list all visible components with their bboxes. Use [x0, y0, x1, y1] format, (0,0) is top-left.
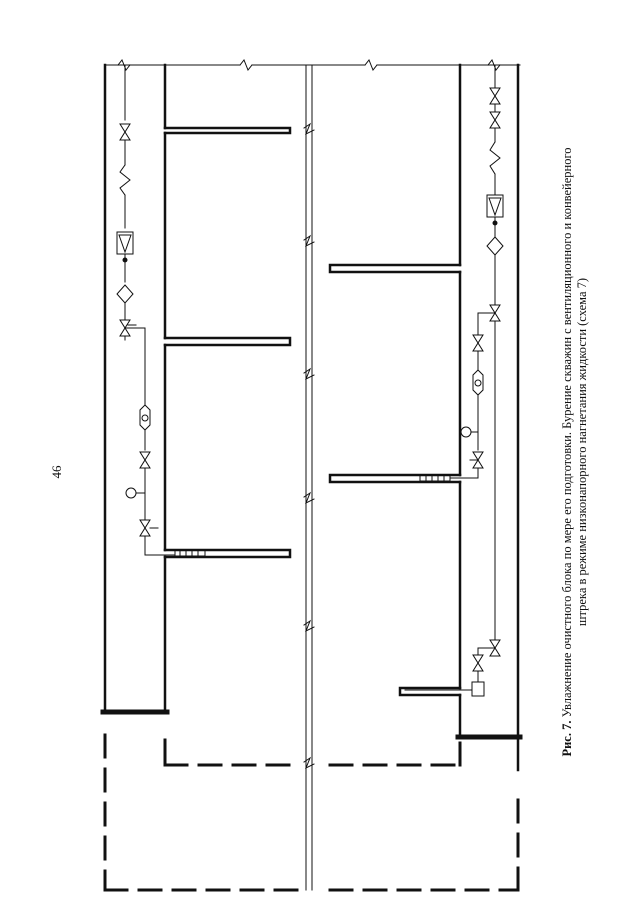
caption-label: Рис. 7. — [560, 720, 574, 757]
left-inner-wall — [165, 65, 290, 710]
caption-line-2: штрека в режиме низконапорного нагнетания жидкости (схема 7) — [575, 277, 589, 627]
caption-line-1 — [560, 72, 575, 832]
page-number: 46 — [49, 465, 64, 479]
figure-caption — [560, 72, 620, 832]
caption-text-1: Увлажнение очистного блока по мере его подготовки. Бурение скважин с вентиляционного и конвейерного — [560, 147, 574, 718]
right-inner-wall — [330, 65, 460, 735]
left-water-pipeline — [117, 65, 205, 556]
right-water-pipeline — [405, 65, 503, 696]
center-pillar-lines — [304, 65, 314, 890]
